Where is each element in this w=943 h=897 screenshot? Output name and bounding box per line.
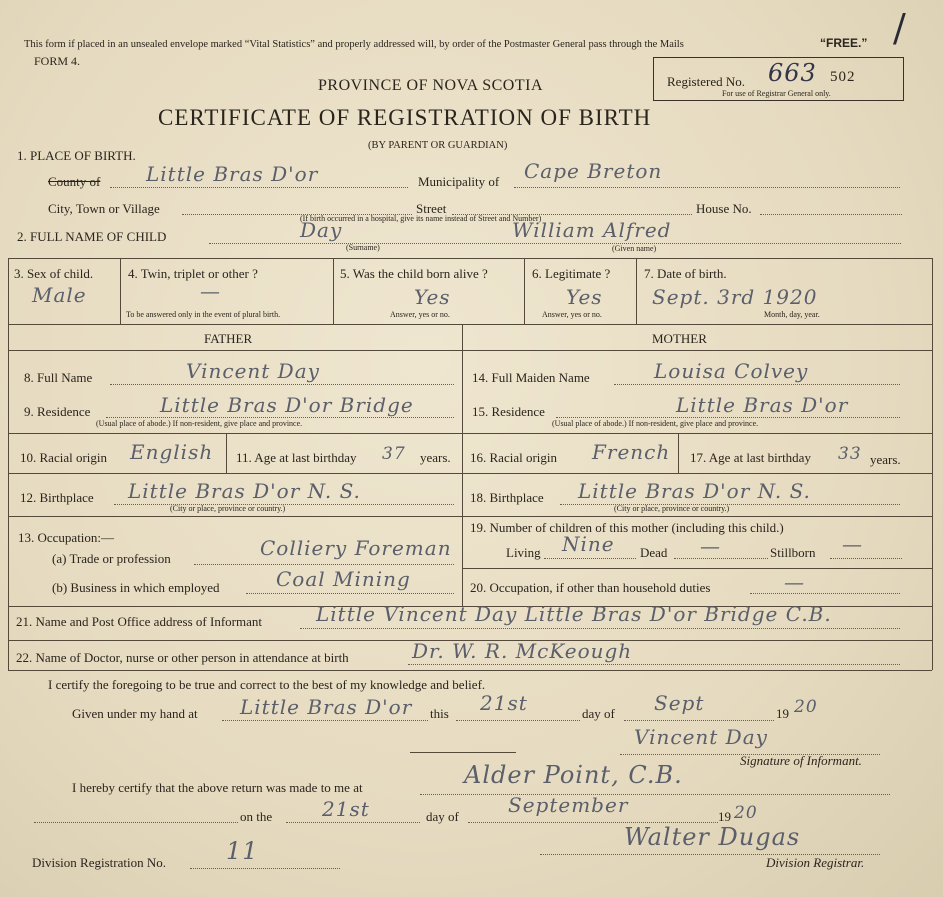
mother-birthplace-label: 18. Birthplace <box>470 490 544 505</box>
dead-label: Dead <box>640 545 668 560</box>
given-caption: (Given name) <box>612 244 657 253</box>
doctor-value: Dr. W. R. McKeough <box>412 639 633 663</box>
informant-signature-caption: Signature of Informant. <box>740 753 862 768</box>
registered-number: 663 <box>768 59 817 87</box>
registered-label: Registered No. <box>667 74 745 89</box>
form-number: FORM 4. <box>34 54 81 68</box>
father-residence-value: Little Bras D'or Bridge <box>160 393 414 417</box>
mother-occupation-value: — <box>784 570 805 594</box>
return-place-value: Alder Point, C.B. <box>464 761 683 789</box>
living-label: Living <box>506 545 541 560</box>
father-residence-label: 9. Residence <box>24 404 91 419</box>
date-of-birth-value: Sept. 3rd 1920 <box>652 285 818 309</box>
father-residence-note: (Usual place of abode.) If non-resident, give place and province. <box>96 419 303 428</box>
trade-value: Colliery Foreman <box>260 536 452 560</box>
twin-label: 4. Twin, triplet or other ? <box>128 266 258 281</box>
date-of-birth-note: Month, day, year. <box>764 310 820 319</box>
given-year-value: 20 <box>794 697 818 717</box>
registrar-caption: Division Registrar. <box>766 855 865 870</box>
registered-printed-number: 502 <box>830 69 856 85</box>
sex-value: Male <box>32 283 87 307</box>
surname-caption: (Surname) <box>346 243 380 252</box>
on-the-label: on the <box>240 809 273 824</box>
mother-residence-value: Little Bras D'or <box>676 393 849 417</box>
division-registration-label: Division Registration No. <box>32 855 166 870</box>
alive-value: Yes <box>414 285 451 309</box>
given-day-value: 21st <box>480 691 528 715</box>
mother-age-label: 17. Age at last birthday <box>690 450 811 465</box>
father-name-label: 8. Full Name <box>24 370 93 385</box>
corner-mark: / <box>893 6 907 50</box>
living-value: Nine <box>562 532 615 556</box>
doctor-label: 22. Name of Doctor, nurse or other person in attendance at birth <box>16 650 349 665</box>
mother-heading: MOTHER <box>652 331 707 346</box>
mother-residence-note: (Usual place of abode.) If non-resident, give place and province. <box>552 419 759 428</box>
city-label: City, Town or Village <box>48 201 160 216</box>
date-of-birth-label: 7. Date of birth. <box>644 266 727 281</box>
day-of-label: day of <box>582 706 615 721</box>
mother-racial-value: French <box>592 440 671 464</box>
trade-label: (a) Trade or profession <box>52 551 171 566</box>
mother-birthplace-note: (City or place, province or country.) <box>614 504 730 513</box>
given-place-value: Little Bras D'or <box>240 695 413 719</box>
mother-occupation-label: 20. Occupation, if other than household duties <box>470 580 711 595</box>
twin-value: — <box>200 279 221 303</box>
dead-value: — <box>700 534 721 558</box>
mother-birthplace-value: Little Bras D'or N. S. <box>578 479 811 503</box>
father-age-value: 37 <box>382 444 406 464</box>
stillborn-value: — <box>842 532 863 556</box>
postal-notice: This form if placed in an unsealed envelope marked “Vital Statistics” and properly addressed will, by order of the Postmaster General pass through the Mails <box>24 39 684 50</box>
business-value: Coal Mining <box>276 567 411 591</box>
legitimate-note: Answer, yes or no. <box>542 310 602 319</box>
return-day-value: 21st <box>322 797 370 821</box>
twin-note: To be answered only in the event of plural birth. <box>126 310 281 319</box>
return-year-value: 20 <box>734 803 758 823</box>
mother-residence-label: 15. Residence <box>472 404 545 419</box>
province-heading: PROVINCE OF NOVA SCOTIA <box>318 77 544 94</box>
given-month-value: Sept <box>654 691 705 715</box>
father-birthplace-label: 12. Birthplace <box>20 490 94 505</box>
place-of-birth-heading: 1. PLACE OF BIRTH. <box>17 148 136 163</box>
registrar-use-note: For use of Registrar General only. <box>722 89 831 98</box>
informant-label: 21. Name and Post Office address of Informant <box>16 614 262 629</box>
this-label: this <box>430 706 449 721</box>
certificate-title: CERTIFICATE OF REGISTRATION OF BIRTH <box>158 105 652 130</box>
father-heading: FATHER <box>204 331 253 346</box>
father-birthplace-value: Little Bras D'or N. S. <box>128 479 361 503</box>
child-name-label: 2. FULL NAME OF CHILD <box>17 229 167 244</box>
hospital-note: (If birth occurred in a hospital, give its name instead of Street and Number) <box>300 214 542 223</box>
municipality-value: Cape Breton <box>524 159 663 183</box>
street-label: Street <box>416 201 447 216</box>
year-prefix: 19 <box>776 706 789 721</box>
registrar-signature: Walter Dugas <box>624 823 801 851</box>
county-label: County of <box>48 174 101 189</box>
alive-label: 5. Was the child born alive ? <box>340 266 488 281</box>
certify-statement: I certify the foregoing to be true and correct to the best of my knowledge and belief. <box>48 677 486 692</box>
legitimate-value: Yes <box>566 285 603 309</box>
father-name-value: Vincent Day <box>186 359 320 383</box>
alive-note: Answer, yes or no. <box>390 310 450 319</box>
sex-label: 3. Sex of child. <box>14 266 94 281</box>
mother-age-value: 33 <box>838 444 862 464</box>
father-racial-label: 10. Racial origin <box>20 450 108 465</box>
informant-signature: Vincent Day <box>634 725 768 749</box>
given-under-label: Given under my hand at <box>72 706 198 721</box>
father-racial-value: English <box>130 440 214 464</box>
municipality-label: Municipality of <box>418 174 500 189</box>
child-given-value: William Alfred <box>512 218 672 242</box>
return-year-prefix: 19 <box>718 809 731 824</box>
children-count-label: 19. Number of children of this mother (including this child.) <box>470 520 784 535</box>
mother-name-label: 14. Full Maiden Name <box>472 370 590 385</box>
county-value: Little Bras D'or <box>146 162 319 186</box>
informant-value: Little Vincent Day Little Bras D'or Bridge C.B. <box>316 602 832 626</box>
child-surname-value: Day <box>300 218 343 242</box>
return-label: I hereby certify that the above return was made to me at <box>72 780 363 795</box>
return-month-value: September <box>508 793 629 817</box>
occupation-label: 13. Occupation:— <box>18 530 115 545</box>
free-label: “FREE.” <box>820 36 868 50</box>
mother-years-label: years. <box>870 452 901 467</box>
division-registration-value: 11 <box>226 837 259 865</box>
return-day-of-label: day of <box>426 809 459 824</box>
father-years-label: years. <box>420 450 451 465</box>
business-label: (b) Business in which employed <box>52 580 220 595</box>
legitimate-label: 6. Legitimate ? <box>532 266 611 281</box>
mother-racial-label: 16. Racial origin <box>470 450 558 465</box>
father-birthplace-note: (City or place, province or country.) <box>170 504 286 513</box>
certificate-subtitle: (BY PARENT OR GUARDIAN) <box>368 140 508 151</box>
mother-name-value: Louisa Colvey <box>654 359 809 383</box>
father-age-label: 11. Age at last birthday <box>236 450 357 465</box>
stillborn-label: Stillborn <box>770 545 816 560</box>
house-label: House No. <box>696 201 752 216</box>
